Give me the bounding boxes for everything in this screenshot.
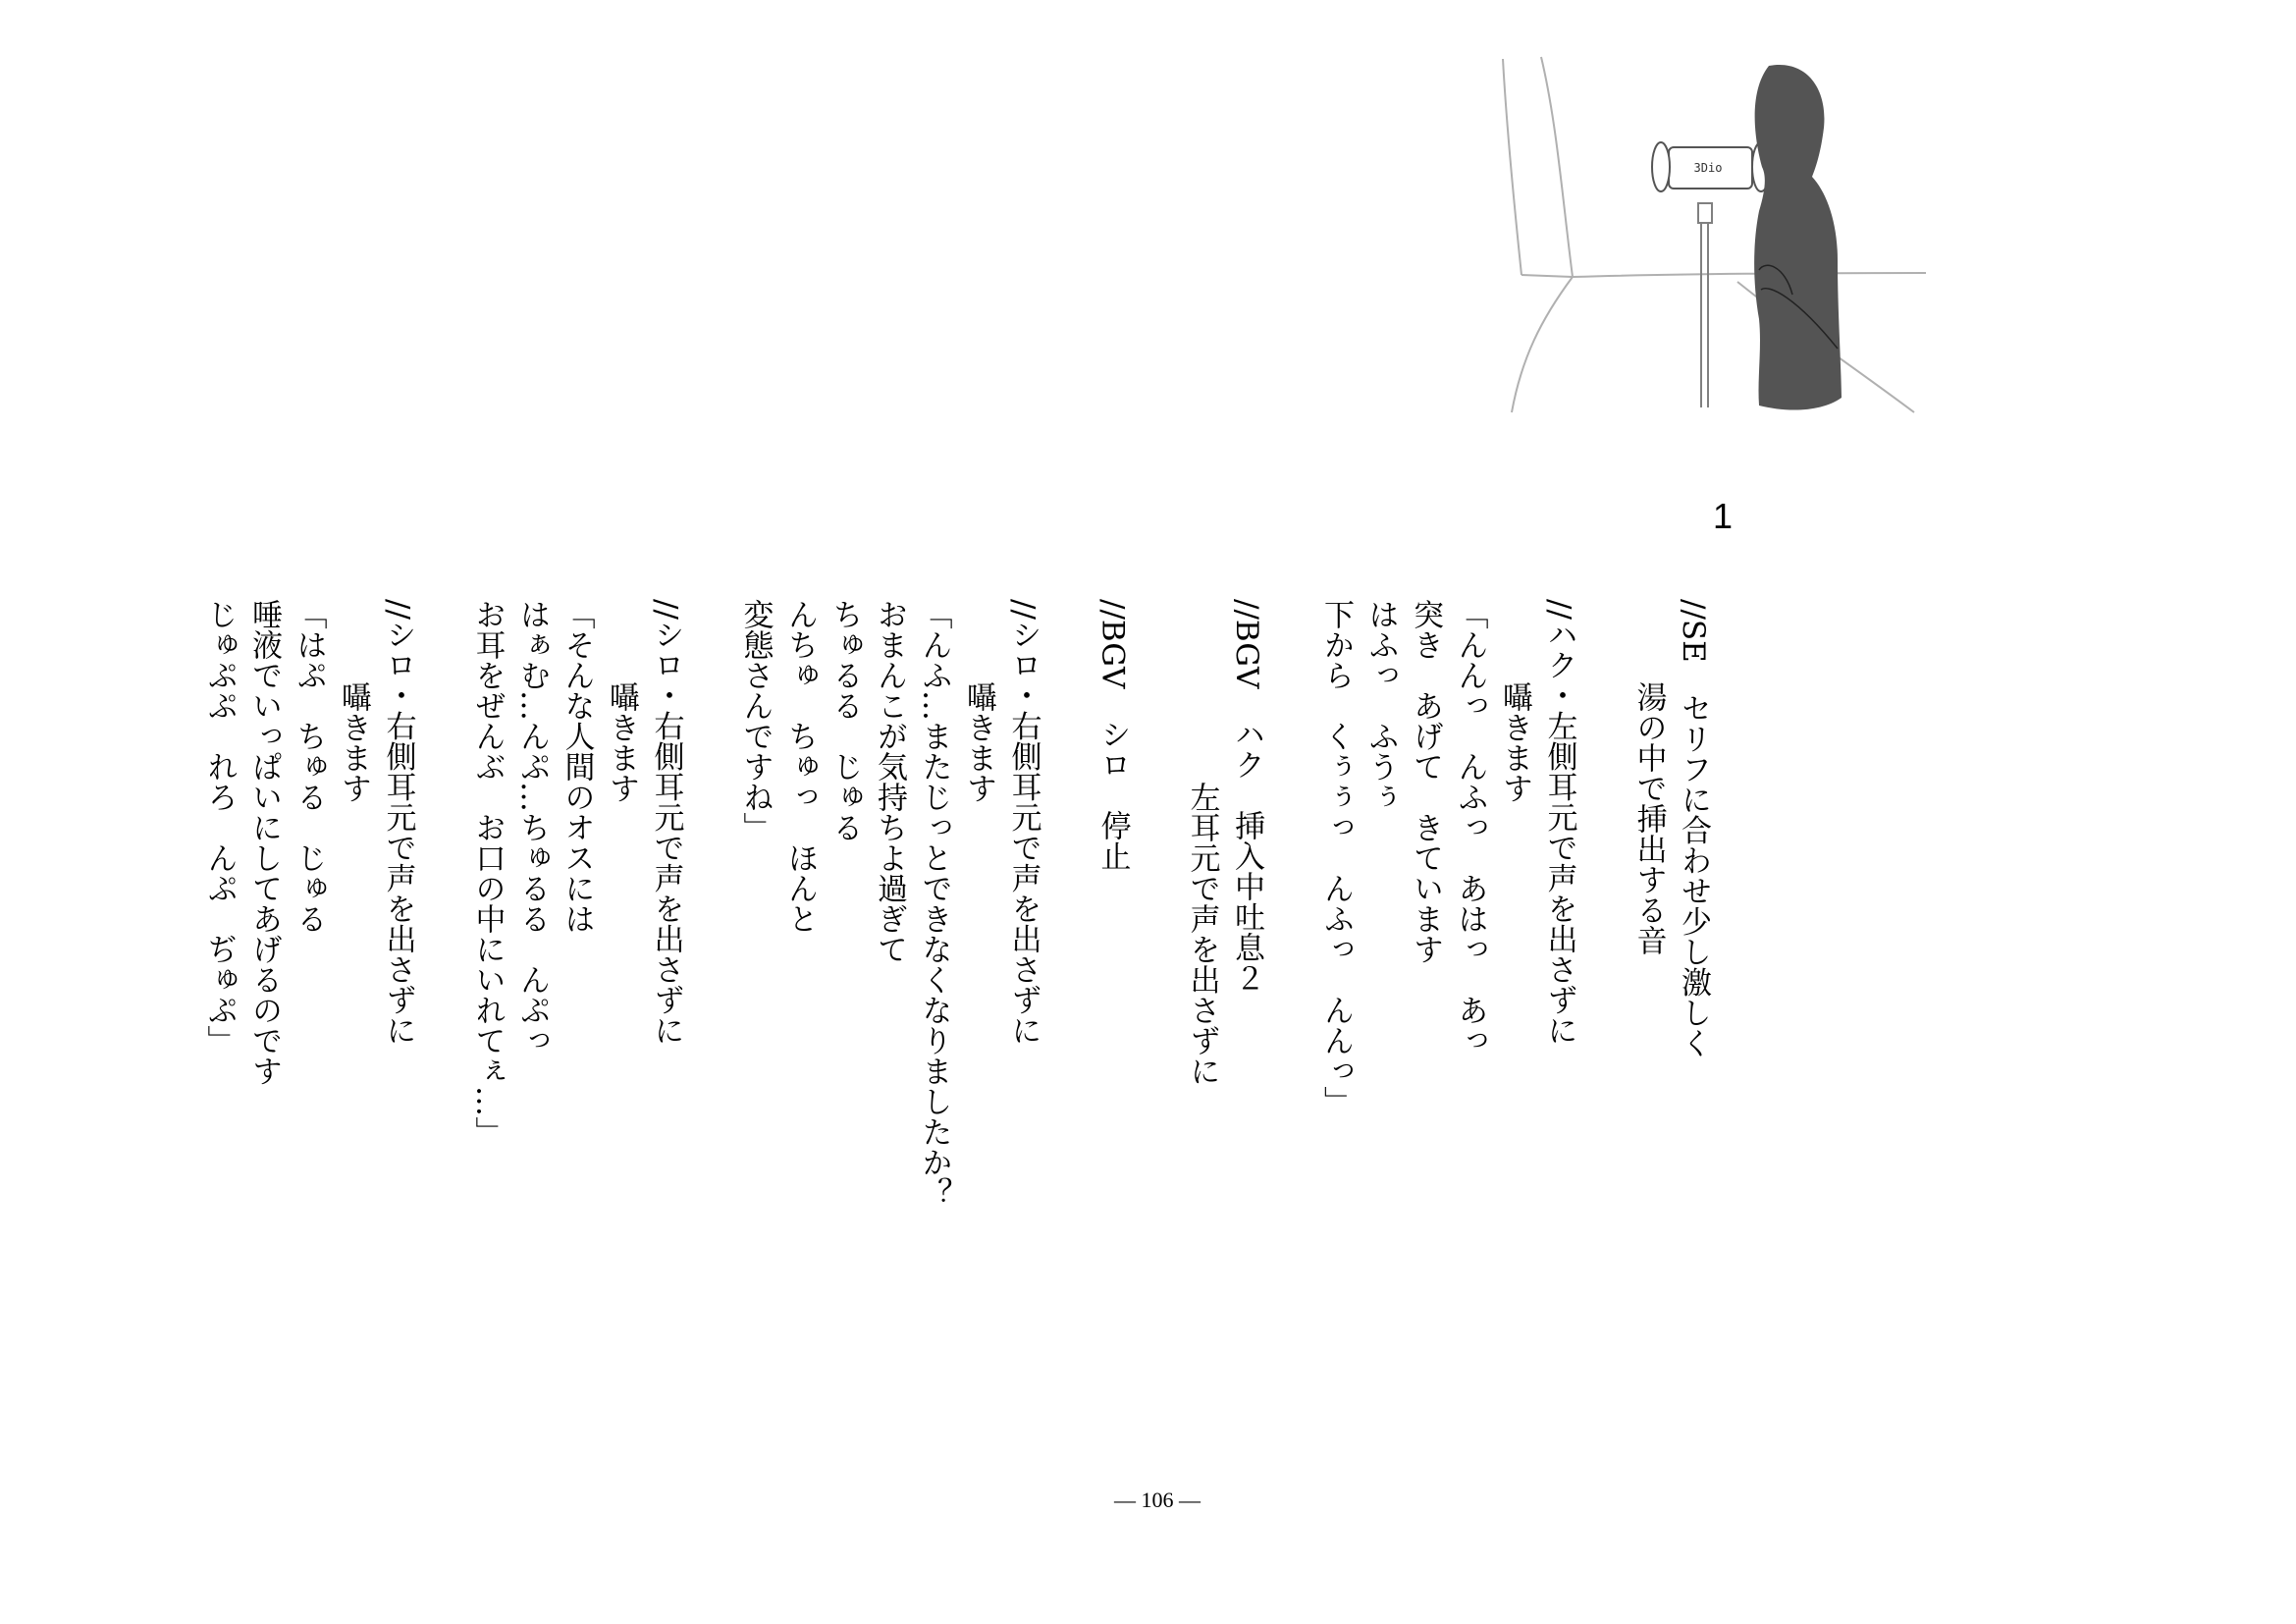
- script-blank-line: [1135, 599, 1180, 1286]
- script-line: 唾液でいっぱいにしてあげるのです: [246, 599, 282, 1086]
- script-line: お耳をぜんぶ お口の中にいれてぇ…」: [469, 599, 506, 1147]
- mic-brand-label: 3Dio: [1693, 161, 1723, 175]
- script-line: 囁きます: [961, 681, 996, 803]
- script-line: 「んんっ んふっ あはっ あっ: [1452, 599, 1488, 1056]
- script-line: 変態さんですね」: [737, 599, 774, 842]
- script-line: 囁きます: [604, 681, 639, 803]
- script-blank-line: [420, 599, 465, 1286]
- script-line: //ハク・左側耳元で声を出さずに: [1541, 599, 1577, 1046]
- script-line: 突き あげて きています: [1408, 599, 1443, 964]
- script-line: //シロ・右側耳元で声を出さずに: [380, 599, 416, 1046]
- script-line: //BGV ハク 挿入中吐息２: [1229, 599, 1264, 994]
- script-blank-line: [688, 599, 733, 1286]
- script-line: 「んふ…またじっとできなくなりましたか？: [916, 599, 952, 1208]
- script-line: はふっ ふうぅ: [1362, 599, 1399, 812]
- script-line: 湯の中で挿出する音: [1630, 681, 1667, 955]
- script-line: 囁きます: [336, 681, 371, 803]
- script-blank-line: [1581, 599, 1627, 1286]
- script-line: はぁむ…んぷ…ちゅるる んぷっ: [514, 599, 550, 1056]
- script-line: 下から くぅぅっ んふっ んんっ」: [1318, 599, 1354, 1116]
- script-blank-line: [1045, 599, 1091, 1286]
- script-vertical-text: [196, 599, 1715, 1286]
- scene-number: 1: [1712, 496, 1734, 536]
- script-line: //SE セリフに合わせ少し激しく: [1676, 599, 1711, 1058]
- page-number: ― 106 ―: [1114, 1488, 1201, 1512]
- script-line: //シロ・右側耳元で声を出さずに: [648, 599, 684, 1046]
- script-line: //シロ・右側耳元で声を出さずに: [1005, 599, 1041, 1046]
- script-line: んちゅ ちゅっ ほんと: [782, 599, 818, 934]
- script-line: //BGV シロ 停止: [1095, 599, 1131, 872]
- script-line: おまんこが気持ちよ過ぎて: [872, 599, 907, 964]
- recording-setup-illustration: [1502, 54, 1934, 427]
- script-line: 囁きます: [1497, 681, 1532, 803]
- script-blank-line: [1268, 599, 1313, 1286]
- listener-silhouette: [1754, 65, 1842, 410]
- room-lines: [1503, 57, 1926, 412]
- script-line: ちゅるる じゅる: [827, 599, 863, 842]
- script-line: 左耳元で声を出さずに: [1184, 782, 1220, 1086]
- mic-stand: [1698, 203, 1712, 407]
- script-line: じゅぷぷ れろ んぷ ぢゅぷ」: [201, 599, 238, 1056]
- script-line: 「そんな人間のオスには: [559, 599, 595, 934]
- script-line: 「はぷ ちゅる じゅる: [291, 599, 327, 934]
- binaural-microphone: [1652, 142, 1770, 191]
